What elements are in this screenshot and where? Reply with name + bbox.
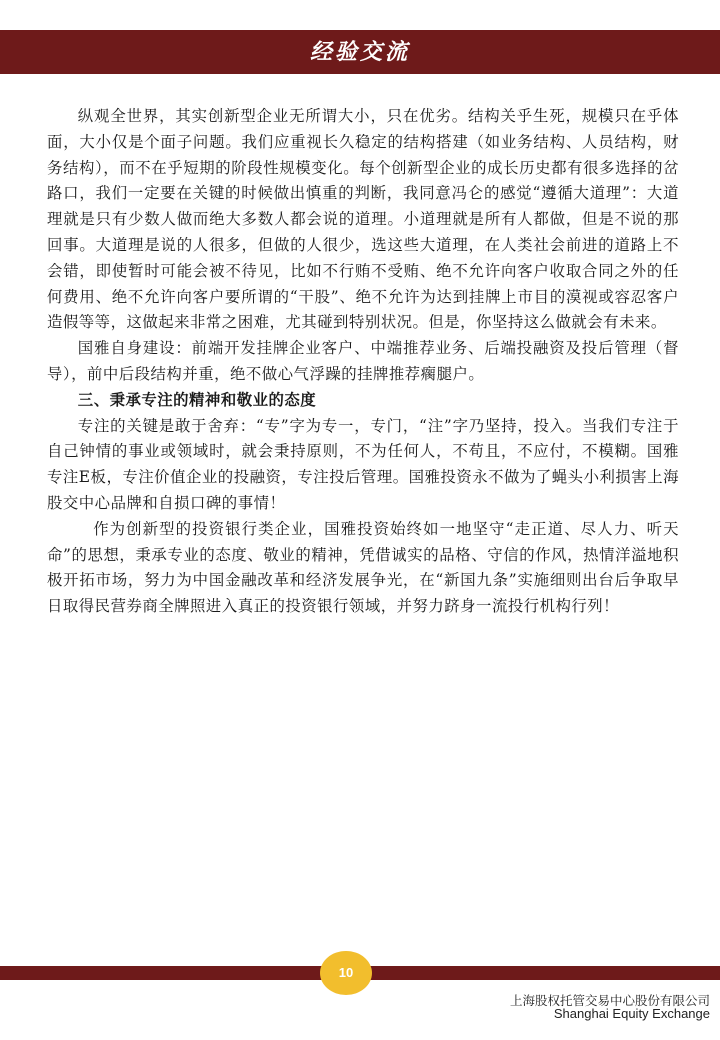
footer-company-name: 上海股权托管交易中心股份有限公司 bbox=[509, 994, 710, 1008]
paragraph-closing: 作为创新型的投资银行类企业，国雅投资始终如一地坚守“走正道、尽人力、听天命”的思想，秉承专业的态度、敬业的精神，凭借诚实的品格、守信的作风，热情洋溢地积极开拓市场，努力为中国金融改革和经济发展争光，在“新国九条”实施细则出台后争取早日取得民营券商全牌照进入真正的投资银行领域，并努力跻身一流投行机构行列！ bbox=[47, 519, 679, 616]
article-body bbox=[47, 104, 679, 620]
page-number-badge: 10 bbox=[320, 951, 372, 995]
paragraph-structure: 纵观全世界，其实创新型企业无所谓大小，只在优劣。结构关乎生死，规模只在乎体面，大小仅是个面子问题。我们应重视长久稳定的结构搭建（如业务结构、人员结构，财务结构），而不在乎短期的阶段性规模变化。每个创新型企业的成长历史都有很多选择的岔路口，我们一定要在关键的时候做出慎重的判断，我同意冯仑的感觉“遵循大道理”：大道理就是只有少数人做而绝大多数人都会说的道理。小道理就是所有人都做，但是不说的那回事。大道理是说的人很多，但做的人很少，选这些大道理，在人类社会前进的道路上不会错，即使暂时可能会被不待见，比如不行贿不受贿、绝不允许向客户收取合同之外的任何费用、绝不允许向客户要所谓的“干股”、绝不允许为达到挂牌上市目的漠视或容忍客户造假等等，这做起来非常之困难，尤其碰到特别状况。但是，你坚持这么做就会有未来。 bbox=[47, 107, 679, 332]
section-heading: 三、秉承专注的精神和敬业的态度 bbox=[77, 390, 317, 409]
section-title: 经验交流 bbox=[309, 39, 410, 65]
paragraph-focus: 专注的关键是敢于舍弃：“专”字为专一，专门，“注”字乃坚持，投入。当我们专注于自己钟情的事业或领域时，就会秉持原则，不为任何人，不苟且，不应付，不模糊。国雅专注E板，专注价值企业的投融资，专注投后管理。国雅投资永不做为了蝇头小利损害上海股交中心品牌和自损口碑的事情！ bbox=[47, 416, 679, 512]
paragraph-self-building: 国雅自身建设：前端开发挂牌企业客户、中端推荐业务、后端投融资及投后管理（督导），前中后段结构并重，绝不做心气浮躁的挂牌推荐瘸腿户。 bbox=[47, 339, 679, 383]
footer-company-english: Shanghai Equity Exchange bbox=[553, 1006, 710, 1021]
